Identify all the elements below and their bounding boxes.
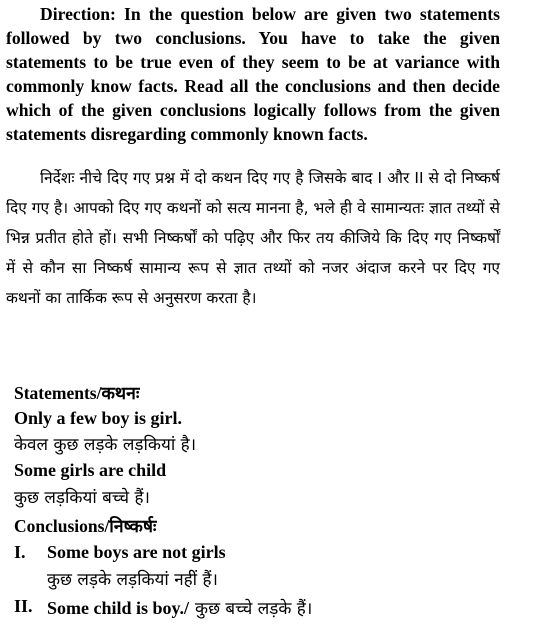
conclusion-1-numeral: I. (14, 542, 26, 562)
conclusion-2-hindi: कुछ बच्चे लड़के हैं। (195, 599, 313, 619)
conclusion-1-hindi: कुछ लड़के लड़कियां नहीं हैं। (47, 570, 218, 590)
conclusion-2-numeral: II. (14, 596, 33, 616)
direction-english: Direction: In the question below are given two statements followed by two conclusions. You have to take the given statements to be true even of they seem to be at variance with commonly know facts. Read all the conclusions and then decide which of the given conclusions logically follows from the given statements disregarding commonly known facts. (6, 4, 500, 144)
conclusions-heading: Conclusions/निष्कर्षः (14, 516, 157, 536)
conclusion-2-line (47, 596, 312, 619)
statement-2-english: Some girls are child (14, 460, 167, 480)
statement-2-hindi: कुछ लड़कियां बच्चे हैं। (14, 488, 150, 508)
conclusion-1-english: Some boys are not girls (47, 542, 226, 562)
direction-hindi: निर्देशः नीचे दिए गए प्रश्न में दो कथन दिए गए है जिसके बाद I और II से दो निष्कर्ष दिए गए है। आपको दिए गए कथनों को सत्य मानना है, भले ही वे सामान्यतः ज्ञात तथ्यों से भिन्न प्रतीत होते हों। सभी निष्कर्षों को पढ़िए और फिर तय कीजिये कि दिए गए निष्कर्षों में से कौन सा निष्कर्ष सामान्य रूप से ज्ञात तथ्यों को नजर अंदाज करने पर दिए गए कथनों का तार्किक रूप से अनुसरण करता है। (6, 169, 500, 307)
statement-1-english: Only a few boy is girl. (14, 408, 183, 428)
statement-1-hindi: केवल कुछ लड़के लड़कियां है। (14, 435, 197, 455)
conclusion-2-english: Some child is boy./ (47, 598, 190, 618)
statements-heading: Statements/कथनः (14, 383, 140, 403)
